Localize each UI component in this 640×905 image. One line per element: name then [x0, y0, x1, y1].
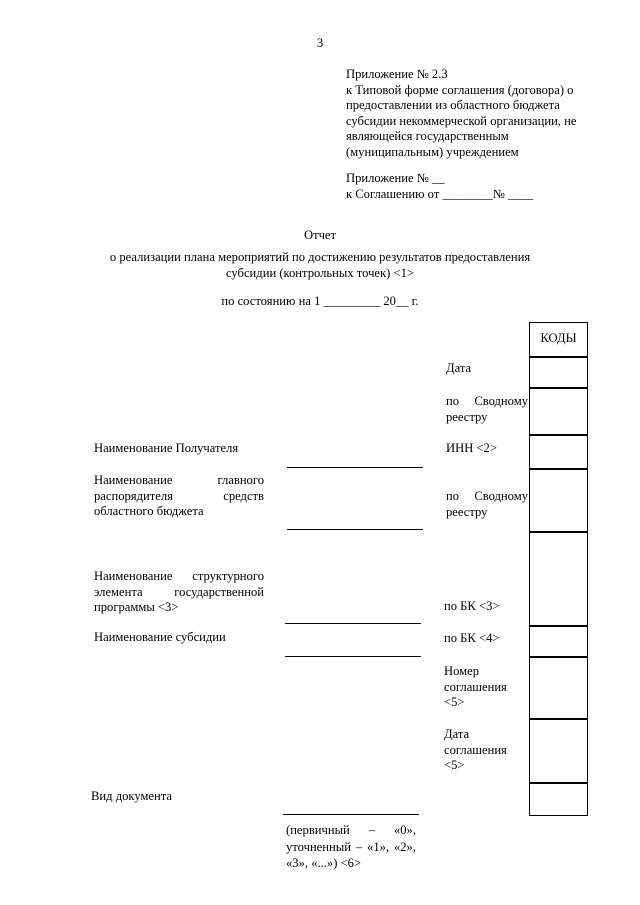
- doc-type-note-l1: (первичный – «0»,: [286, 823, 416, 837]
- label-program-element-l2: элемента государственной: [94, 584, 264, 599]
- label-agreement-number-c: <5>: [444, 695, 465, 709]
- program-field-line[interactable]: [285, 623, 421, 624]
- label-main-manager-l1: Наименование главного: [94, 473, 264, 487]
- page-number: 3: [316, 36, 324, 50]
- manager-field-line[interactable]: [287, 529, 423, 530]
- report-subject-line1: о реализации плана мероприятий по достижению результатов предоставления: [109, 250, 531, 264]
- code-cell-doc-type[interactable]: [529, 782, 588, 816]
- appendix-line: являющейся государственным: [346, 129, 509, 143]
- recipient-field-line[interactable]: [287, 467, 423, 468]
- code-cell-date[interactable]: [529, 356, 588, 389]
- label-bk4: по БК <4>: [444, 631, 500, 645]
- label-recipient: Наименование Получателя: [94, 441, 239, 455]
- doc-type-note-l2: уточненный – «1», «2»,: [286, 839, 416, 854]
- label-registry2-a: по Сводному: [446, 489, 528, 503]
- label-registry1-a: по Сводному: [446, 394, 528, 408]
- label-agreement-number: [444, 664, 526, 711]
- label-date: Дата: [446, 361, 472, 375]
- label-main-manager: [94, 473, 264, 520]
- appendix-line: (муниципальным) учреждением: [346, 144, 519, 159]
- label-program-element-l3: программы <3>: [94, 600, 179, 614]
- label-agreement-number-a: Номер: [444, 664, 480, 678]
- label-program-element-l1: Наименование структурного: [94, 569, 264, 583]
- label-main-manager-l3: областного бюджета: [94, 504, 204, 518]
- codes-header: КОДЫ: [529, 322, 588, 358]
- agreement-ref-line1: Приложение № __: [346, 171, 445, 185]
- code-cell-inn[interactable]: [529, 434, 588, 470]
- appendix-line: предоставлении из областного бюджета: [346, 98, 560, 112]
- label-agreement-date-a: Дата: [444, 727, 470, 741]
- doc-type-field-line[interactable]: [283, 814, 419, 815]
- report-as-of-date: по состоянию на 1 _________ 20__ г.: [221, 294, 419, 308]
- label-main-manager-l2: распорядителя средств: [94, 488, 264, 503]
- agreement-ref-line2: к Соглашению от ________№ ____: [346, 186, 534, 201]
- label-registry2: [446, 489, 528, 520]
- doc-type-note: [286, 822, 416, 872]
- label-registry1-b: реестру: [446, 409, 488, 424]
- code-cell-agreement-number[interactable]: [529, 656, 588, 720]
- label-registry2-b: реестру: [446, 504, 488, 519]
- label-inn: ИНН <2>: [446, 441, 497, 455]
- label-agreement-number-b: соглашения: [444, 679, 507, 694]
- report-subject: [100, 250, 540, 281]
- appendix-line: субсидии некоммерческой организации, не: [346, 113, 577, 128]
- code-cell-agreement-date[interactable]: [529, 718, 588, 784]
- subsidy-field-line[interactable]: [285, 656, 421, 657]
- label-agreement-date-c: <5>: [444, 758, 465, 772]
- doc-type-note-l3: «3», «...») <6>: [286, 856, 362, 870]
- label-subsidy: Наименование субсидии: [94, 630, 226, 644]
- appendix-note: [346, 67, 596, 160]
- label-agreement-date-b: соглашения: [444, 742, 507, 757]
- label-agreement-date: [444, 727, 526, 774]
- label-bk3: по БК <3>: [444, 599, 500, 613]
- code-cell-bk4[interactable]: [529, 625, 588, 658]
- label-program-element: [94, 569, 264, 616]
- code-cell-registry1[interactable]: [529, 387, 588, 436]
- label-doc-type: Вид документа: [91, 789, 173, 803]
- report-title: Отчет: [303, 228, 337, 242]
- report-subject-line2: субсидии (контрольных точек) <1>: [226, 265, 414, 280]
- label-registry1: [446, 394, 528, 425]
- appendix-line: Приложение № 2.3: [346, 67, 448, 81]
- code-cell-registry2[interactable]: [529, 468, 588, 533]
- agreement-reference: [346, 171, 596, 202]
- appendix-line: к Типовой форме соглашения (договора) о: [346, 82, 574, 97]
- code-cell-bk3[interactable]: [529, 531, 588, 627]
